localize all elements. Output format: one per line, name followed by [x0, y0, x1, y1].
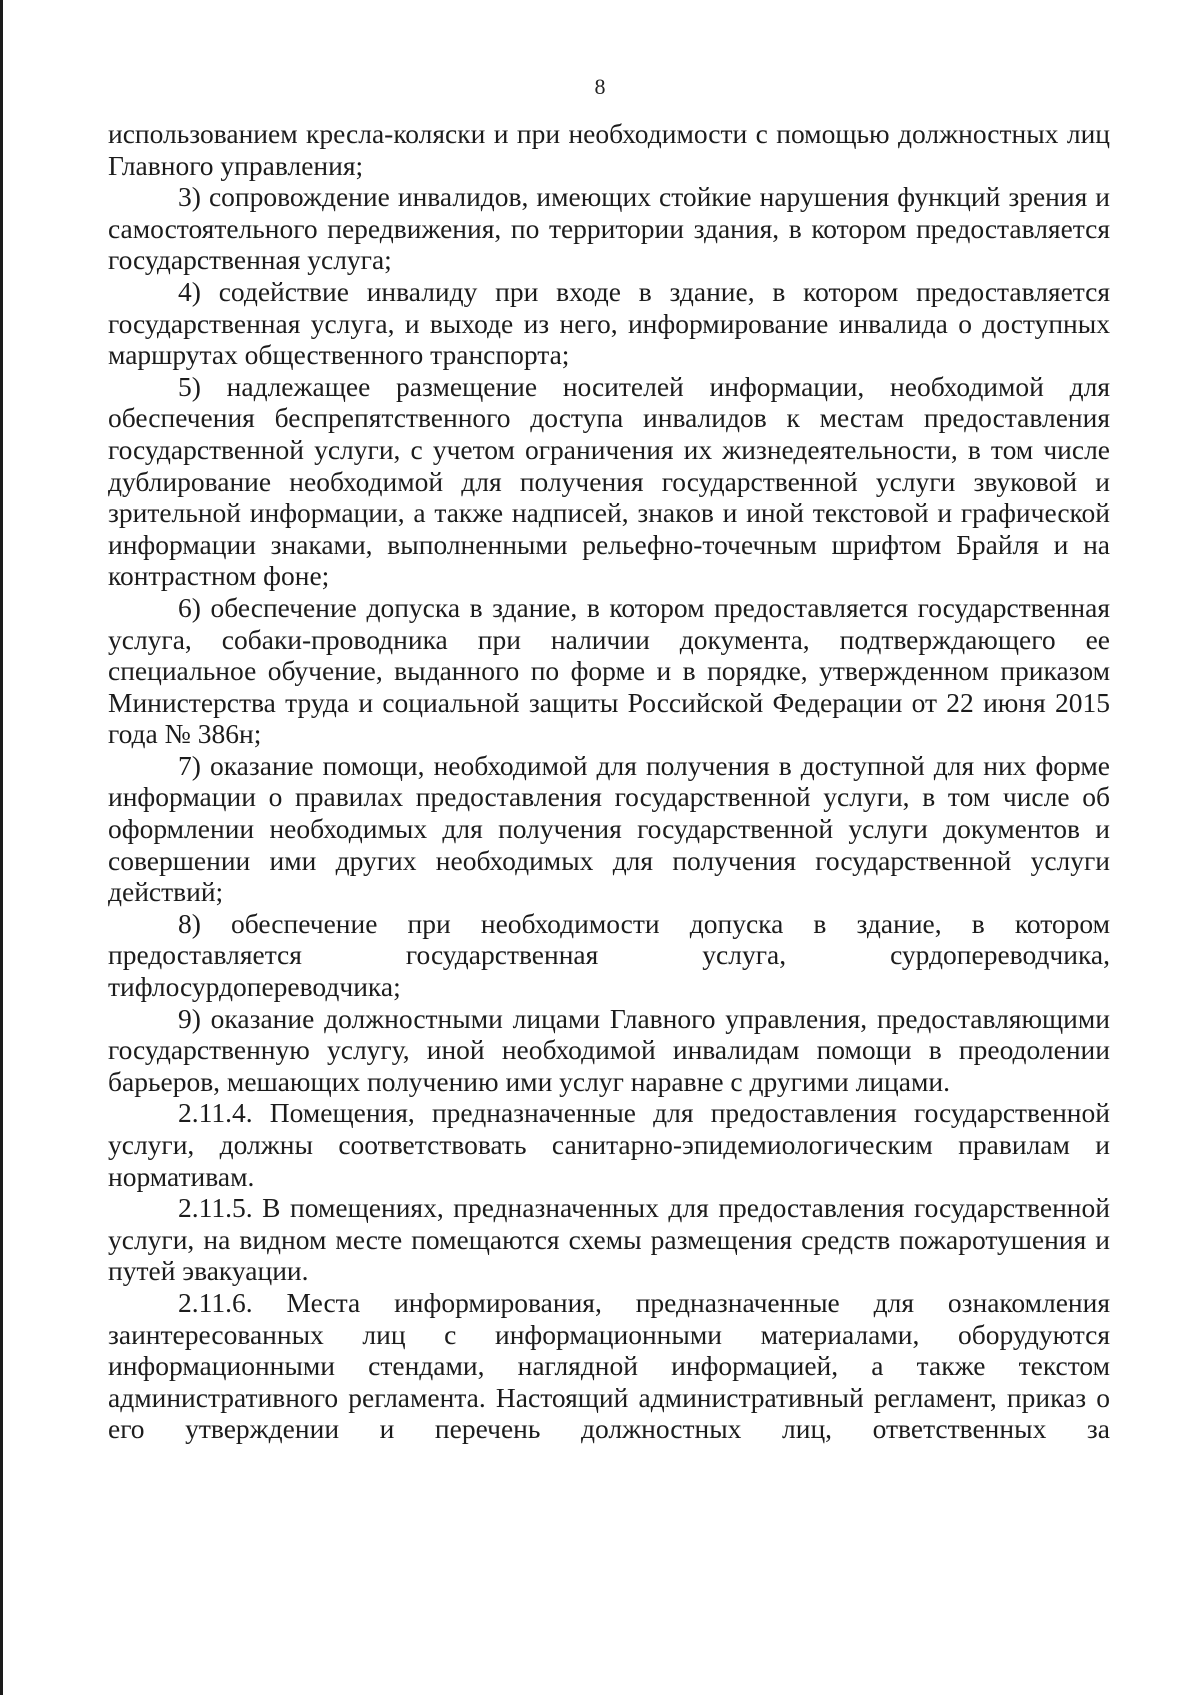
paragraph-item-9: 9) оказание должностными лицами Главного управления, предоставляющими государственную услугу, иной необходимой инвалидам помощи в преодолении барьеров, мешающих получению ими услуг наравне с другими лицами.	[108, 1002, 1110, 1097]
document-body	[108, 118, 1110, 1445]
paragraph-2-11-6: 2.11.6. Места информирования, предназначенные для ознакомления заинтересованных лиц с информационными материалами, оборудуются информационными стендами, наглядной информацией, а также текстом административного регламента. Настоящий административный регламент, приказ о его утверждении и перечень должностных лиц, ответственных за	[108, 1286, 1110, 1445]
paragraph-2-11-4: 2.11.4. Помещения, предназначенные для предоставления государственной услуги, должны соответствовать санитарно-эпидемиологическим правилам и нормативам.	[108, 1097, 1110, 1192]
paragraph-item-3: 3) сопровождение инвалидов, имеющих стойкие нарушения функций зрения и самостоятельного передвижения, по территории здания, в котором предоставляется государственная услуга;	[108, 181, 1110, 276]
paragraph-item-5: 5) надлежащее размещение носителей информации, необходимой для обеспечения беспрепятственного доступа инвалидов к местам предоставления государственной услуги, с учетом ограничения их жизнедеятельности, в том числе дублирование необходимой для получения государственной услуги звуковой и зрительной информации, а также надписей, знаков и иной текстовой и графической информации знаками, выполненными рельефно-точечным шрифтом Брайля и на контрастном фоне;	[108, 370, 1110, 592]
scan-edge-shadow	[0, 0, 3, 1695]
paragraph-continuation: использованием кресла-коляски и при необходимости с помощью должностных лиц Главного управления;	[108, 118, 1110, 181]
paragraph-item-4: 4) содействие инвалиду при входе в здание, в котором предоставляется государственная услуга, и выходе из него, информирование инвалида о доступных маршрутах общественного транспорта;	[108, 275, 1110, 371]
paragraph-item-6: 6) обеспечение допуска в здание, в котором предоставляется государственная услуга, собаки-проводника при наличии документа, подтверждающего ее специальное обучение, выданного по форме и в порядке, утвержденном приказом Министерства труда и социальной защиты Российской Федерации от 22 июня 2015 года № 386н;	[108, 591, 1110, 750]
paragraph-item-8: 8) обеспечение при необходимости допуска в здание, в котором предоставляется государственная услуга, сурдопереводчика, тифлосурдопереводчика;	[108, 907, 1110, 1003]
paragraph-item-7: 7) оказание помощи, необходимой для получения в доступной для них форме информации о правилах предоставления государственной услуги, в том числе об оформлении необходимых для получения государственной услуги документов и совершении ими других необходимых для получения государственной услуги действий;	[108, 749, 1110, 908]
paragraph-2-11-5: 2.11.5. В помещениях, предназначенных для предоставления государственной услуги, на видном месте помещаются схемы размещения средств пожаротушения и путей эвакуации.	[108, 1192, 1110, 1287]
page-number: 8	[594, 74, 606, 99]
